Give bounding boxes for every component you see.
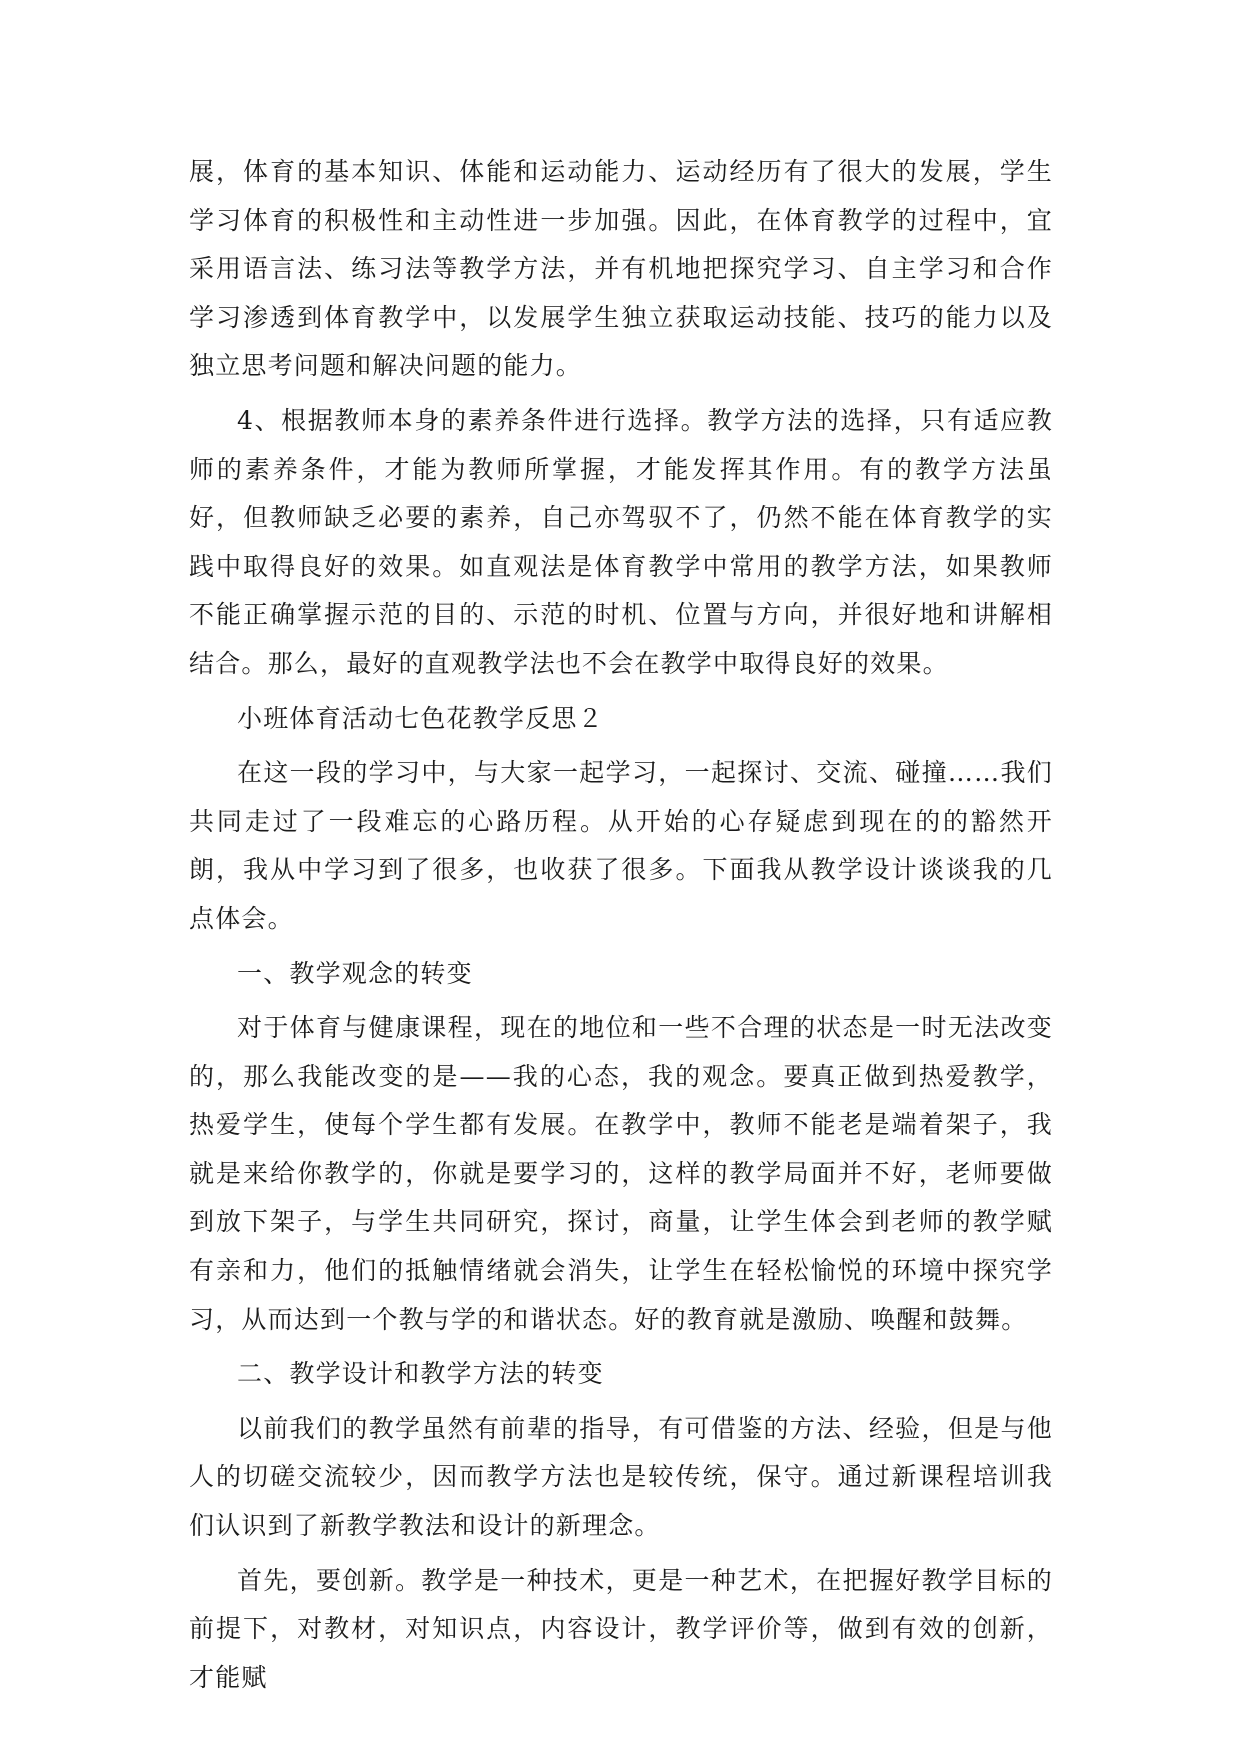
paragraph-innovation: 首先，要创新。教学是一种技术，更是一种艺术，在把握好教学目标的前提下，对教材，对知识点，内容设计，教学评价等，做到有效的创新，才能赋 xyxy=(189,1565,1053,1692)
section-title-reflection-2: 小班体育活动七色花教学反思２ xyxy=(237,703,604,733)
paragraph-continuation: 展，体育的基本知识、体能和运动能力、运动经历有了很大的发展，学生学习体育的积极性和主动性进一步加强。因此，在体育教学的过程中，宜采用语言法、练习法等教学方法，并有机地把探究学习、自主学习和合作学习渗透到体育教学中，以发展学生独立获取运动技能、技巧的能力以及独立思考问题和解决问题的能力。 xyxy=(189,157,1053,381)
heading-teaching-concept: 一、教学观念的转变 xyxy=(237,958,473,988)
paragraph-teacher-qualities: 4、根据教师本身的素养条件进行选择。教学方法的选择，只有适应教师的素养条件，才能为教师所掌握，才能发挥其作用。有的教学方法虽好，但教师缺乏必要的素养，自己亦驾驭不了，仍然不能在体育教学的实践中取得良好的效果。如直观法是体育教学中常用的教学方法，如果教师不能正确掌握示范的目的、示范的时机、位置与方向，并很好地和讲解相结合。那么，最好的直观教学法也不会在教学中取得良好的效果。 xyxy=(189,405,1053,678)
paragraph-teaching-design: 以前我们的教学虽然有前辈的指导，有可借鉴的方法、经验，但是与他人的切磋交流较少，因而教学方法也是较传统，保守。通过新课程培训我们认识到了新教学教法和设计的新理念。 xyxy=(189,1413,1053,1541)
paragraph-teaching-concept: 对于体育与健康课程，现在的地位和一些不合理的状态是一时无法改变的，那么我能改变的是——我的心态，我的观念。要真正做到热爱教学，热爱学生，使每个学生都有发展。在教学中，教师不能老是端着架子，我就是来给你教学的，你就是要学习的，这样的教学局面并不好，老师要做到放下架子，与学生共同研究，探讨，商量，让学生体会到老师的教学赋有亲和力，他们的抵触情绪就会消失，让学生在轻松愉悦的环境中探究学习，从而达到一个教与学的和谐状态。好的教育就是激励、唤醒和鼓舞。 xyxy=(189,1013,1053,1334)
heading-teaching-design: 二、教学设计和教学方法的转变 xyxy=(237,1359,604,1389)
paragraph-intro: 在这一段的学习中，与大家一起学习，一起探讨、交流、碰撞……我们共同走过了一段难忘的心路历程。从开始的心存疑虑到现在的的豁然开朗，我从中学习到了很多，也收获了很多。下面我从教学设计谈谈我的几点体会。 xyxy=(189,758,1053,933)
document-body xyxy=(189,148,1053,1702)
